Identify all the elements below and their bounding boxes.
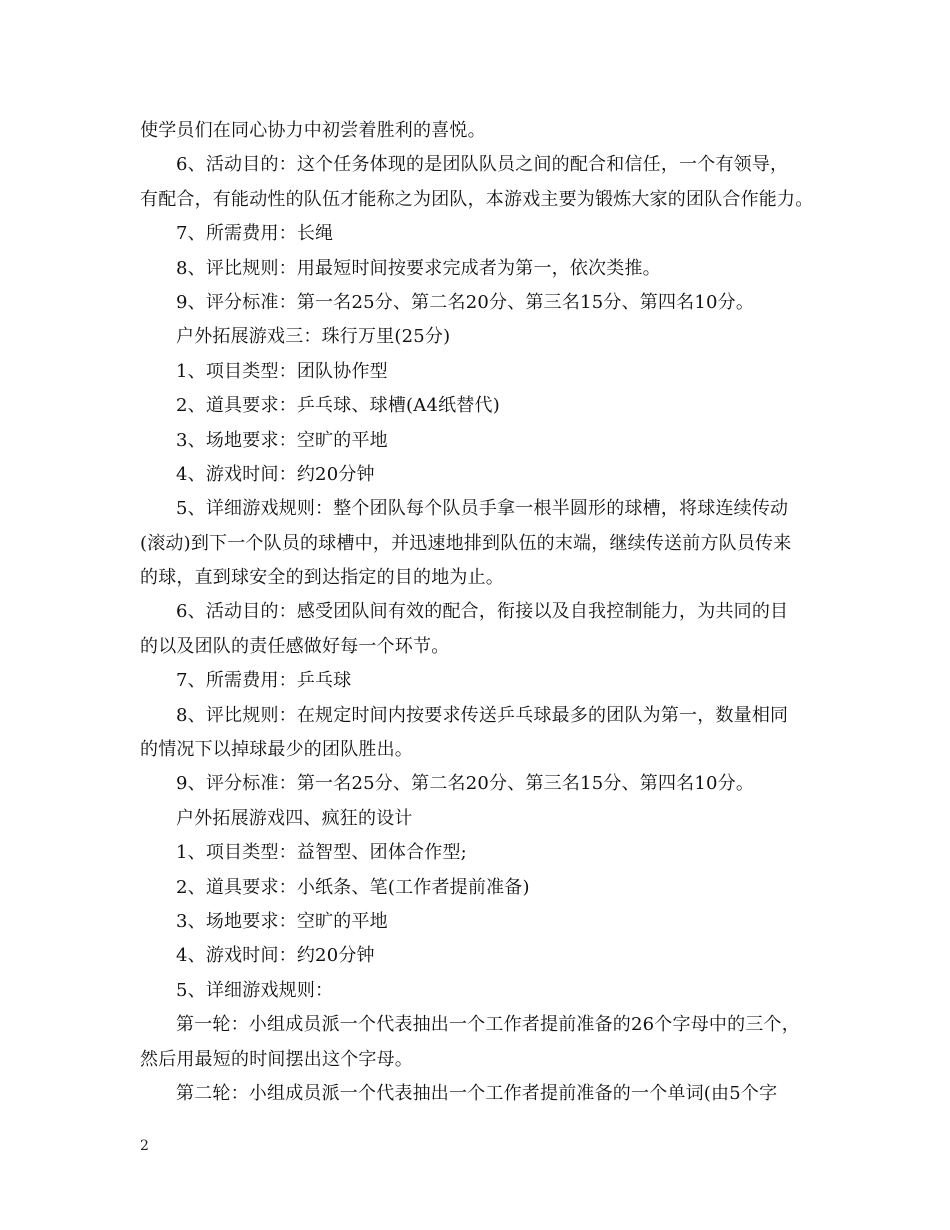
text-line: 8、评比规则：在规定时间内按要求传送乒乓球最多的团队为第一，数量相同 [176,704,789,726]
text-line: (滚动)到下一个队员的球槽中，并迅速地排到队伍的末端，继续传送前方队员传来 [140,532,792,554]
text-line: 7、所需费用：长绳 [176,223,334,245]
text-line: 的球，直到球安全的到达指定的目的地为止。 [140,567,504,589]
text-line: 6、活动目的：感受团队间有效的配合，衔接以及自我控制能力，为共同的目 [176,601,789,623]
page-number: 2 [140,1138,149,1154]
text-line: 7、所需费用：乒乓球 [176,670,352,692]
text-line: 6、活动目的：这个任务体现的是团队队员之间的配合和信任，一个有领导， [176,154,789,176]
text-line: 使学员们在同心协力中初尝着胜利的喜悦。 [140,120,486,141]
text-line: 第一轮：小组成员派一个代表抽出一个工作者提前准备的26个字母中的三个， [176,1014,800,1036]
section-heading: 户外拓展游戏四、疯狂的设计 [176,807,413,829]
text-line: 然后用最短的时间摆出这个字母。 [140,1048,413,1070]
text-line: 有配合，有能动性的队伍才能称之为团队，本游戏主要为锻炼大家的团队合作能力。 [140,188,814,210]
text-line: 4、游戏时间：约20分钟 [176,463,375,485]
text-line: 2、道具要求：乒乓球、球槽(A4纸替代) [176,395,500,417]
text-line: 9、评分标准：第一名25分、第二名20分、第三名15分、第四名10分。 [176,291,755,313]
text-line: 3、场地要求：空旷的平地 [176,910,388,932]
text-line: 9、评分标准：第一名25分、第二名20分、第三名15分、第四名10分。 [176,773,755,795]
text-line: 5、详细游戏规则： [176,979,334,1001]
text-line: 2、道具要求：小纸条、笔(工作者提前准备) [176,876,530,898]
text-line: 1、项目类型：团队协作型 [176,360,388,382]
section-heading: 户外拓展游戏三：珠行万里(25分) [176,326,451,348]
text-line: 4、游戏时间：约20分钟 [176,945,375,967]
text-line: 的情况下以掉球最少的团队胜出。 [140,739,413,761]
text-line: 1、项目类型：益智型、团体合作型; [176,842,467,864]
text-line: 3、场地要求：空旷的平地 [176,429,388,451]
text-line: 第二轮：小组成员派一个代表抽出一个工作者提前准备的一个单词(由5个字 [176,1082,778,1104]
text-line: 8、评比规则：用最短时间按要求完成者为第一，依次类推。 [176,257,661,279]
text-line: 5、详细游戏规则：整个团队每个队员手拿一根半圆形的球槽，将球连续传动 [176,498,789,520]
document-body [140,114,820,1111]
text-line: 的以及团队的责任感做好每一个环节。 [140,635,450,657]
